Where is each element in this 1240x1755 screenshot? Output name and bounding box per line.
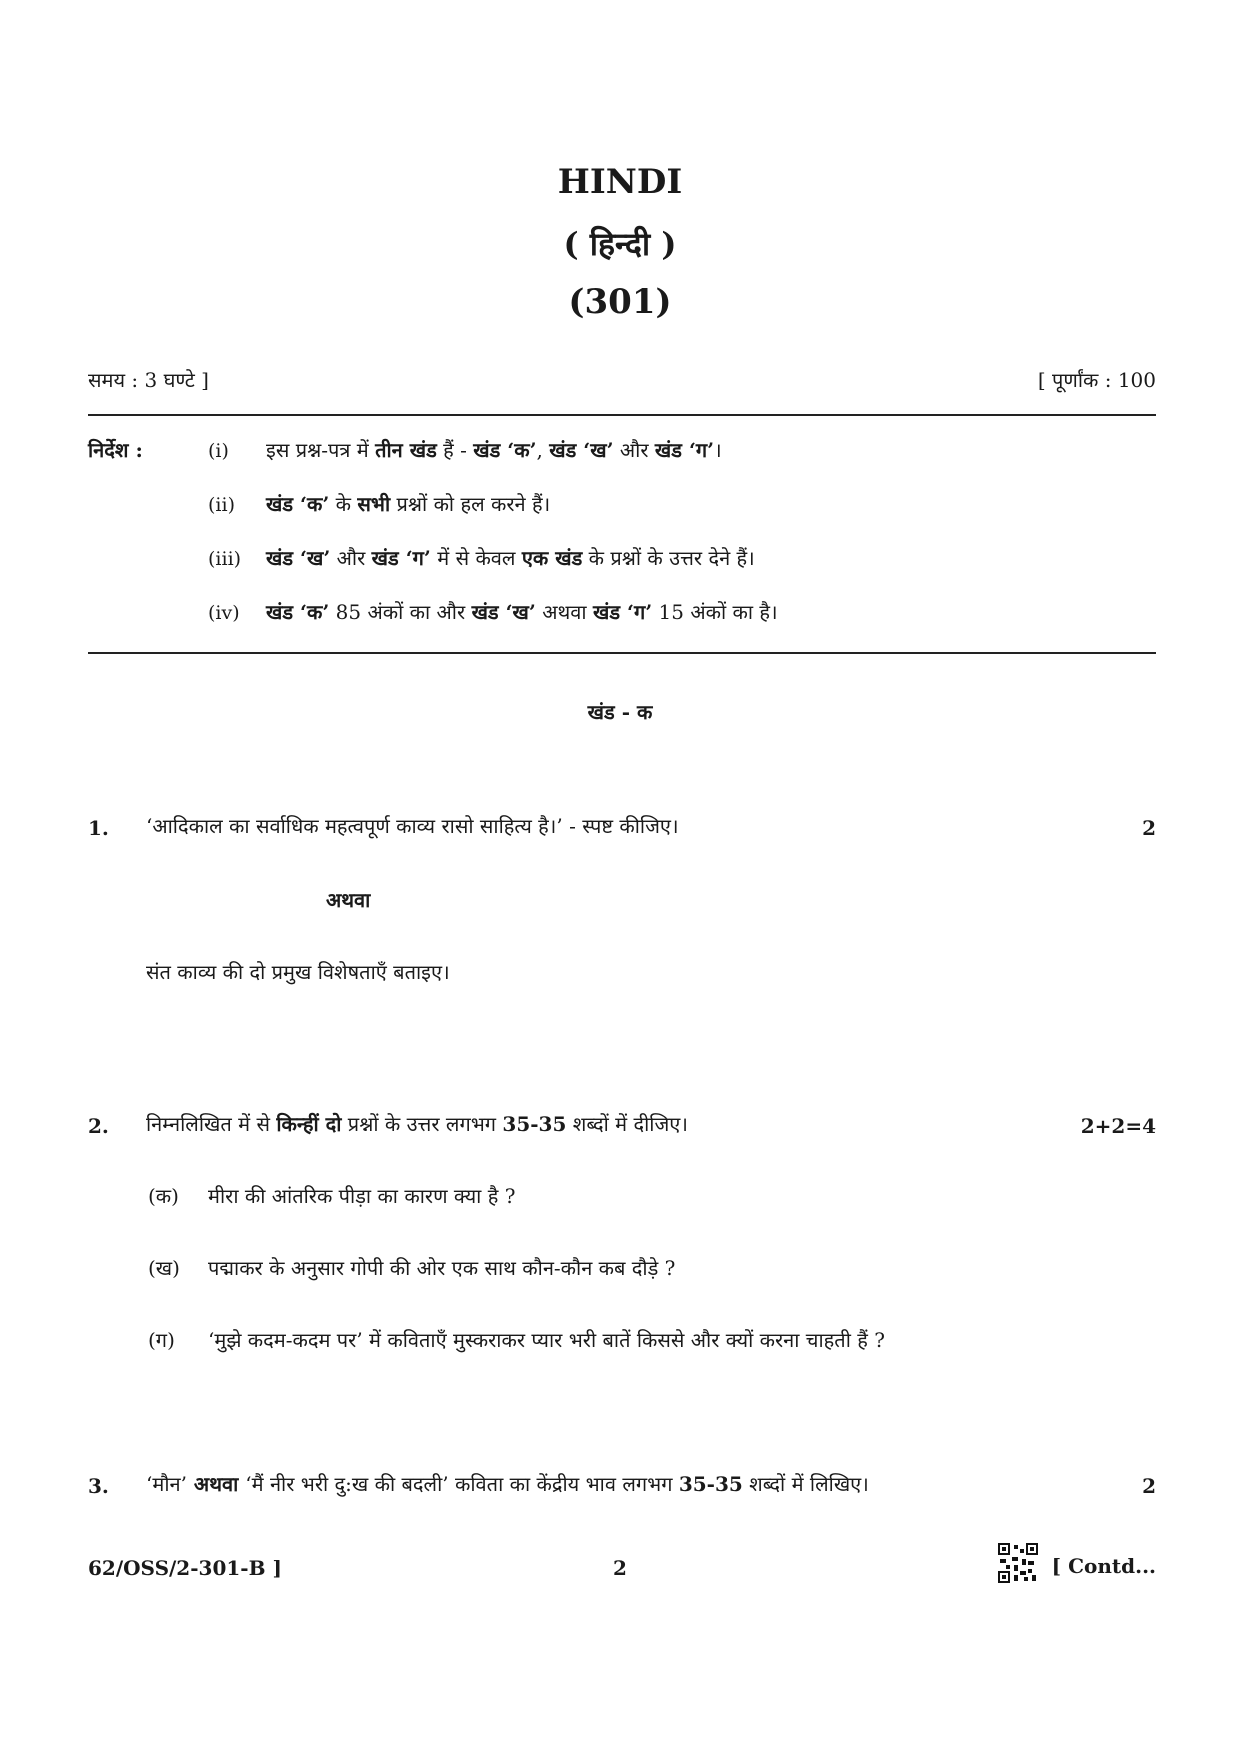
page-number: 2 <box>613 1556 627 1580</box>
instruction-num: (iv) <box>208 602 240 624</box>
time-label: समय : 3 घण्टे ] <box>88 368 209 392</box>
instruction-item: खंड ‘क’ 85 अंकों का और खंड ‘ख’ अथवा खंड ‘ग’ 15 अंकों का है। <box>266 600 778 624</box>
question-marks: 2+2=4 <box>1080 1114 1156 1138</box>
sub-question-label: (क) <box>148 1184 179 1208</box>
instruction-item: खंड ‘क’ के सभी प्रश्नों को हल करने हैं। <box>266 492 551 516</box>
question-number: 1. <box>88 816 109 840</box>
section-title: खंड - क <box>587 700 653 724</box>
sub-question-text: मीरा की आंतरिक पीड़ा का कारण क्या है ? <box>208 1184 516 1208</box>
question-text: निम्नलिखित में से किन्हीं दो प्रश्नों के उत्तर लगभग 35-35 शब्दों में दीजिए। <box>146 1112 688 1136</box>
sub-question-label: (ग) <box>148 1328 175 1352</box>
sub-question-text: ‘मुझे कदम-कदम पर’ में कविताएँ मुस्कराकर प्यार भरी बातें किससे और क्यों करना चाहती हैं ? <box>208 1328 885 1352</box>
sub-question-label: (ख) <box>148 1256 180 1280</box>
instructions-label: निर्देश : <box>88 438 143 462</box>
or-label: अथवा <box>326 888 371 912</box>
instruction-num: (i) <box>208 440 229 462</box>
question-text: ‘आदिकाल का सर्वाधिक महत्वपूर्ण काव्य रासो साहित्य है।’ - स्पष्ट कीजिए। <box>146 814 679 838</box>
question-number: 3. <box>88 1474 109 1498</box>
paper-code: (301) <box>568 282 672 322</box>
qr-code-icon <box>998 1543 1038 1583</box>
instruction-num: (ii) <box>208 494 235 516</box>
instruction-item: इस प्रश्न-पत्र में तीन खंड हैं - खंड ‘क’, खंड ‘ख’ और खंड ‘ग’। <box>266 438 722 462</box>
question-marks: 2 <box>1142 1474 1156 1498</box>
contd-label: [ Contd... <box>1051 1554 1156 1578</box>
paper-title: HINDI <box>557 162 683 202</box>
paper-title-hindi: ( हिन्दी ) <box>563 225 677 263</box>
question-number: 2. <box>88 1114 109 1138</box>
footer-paper-code: 62/OSS/2-301-B ] <box>88 1556 282 1580</box>
instruction-num: (iii) <box>208 548 242 570</box>
instruction-item: खंड ‘ख’ और खंड ‘ग’ में से केवल एक खंड के प्रश्नों के उत्तर देने हैं। <box>266 546 755 570</box>
bottom-rule <box>88 652 1156 654</box>
alt-question-text: संत काव्य की दो प्रमुख विशेषताएँ बताइए। <box>146 960 450 984</box>
max-marks-label: [ पूर्णांक : 100 <box>1037 368 1156 392</box>
top-rule <box>88 414 1156 416</box>
question-text: ‘मौन’ अथवा ‘मैं नीर भरी दु:ख की बदली’ कविता का केंद्रीय भाव लगभग 35-35 शब्दों में लिखिए। <box>146 1472 869 1496</box>
question-marks: 2 <box>1142 816 1156 840</box>
sub-question-text: पद्माकर के अनुसार गोपी की ओर एक साथ कौन-कौन कब दौड़े ? <box>208 1256 676 1280</box>
